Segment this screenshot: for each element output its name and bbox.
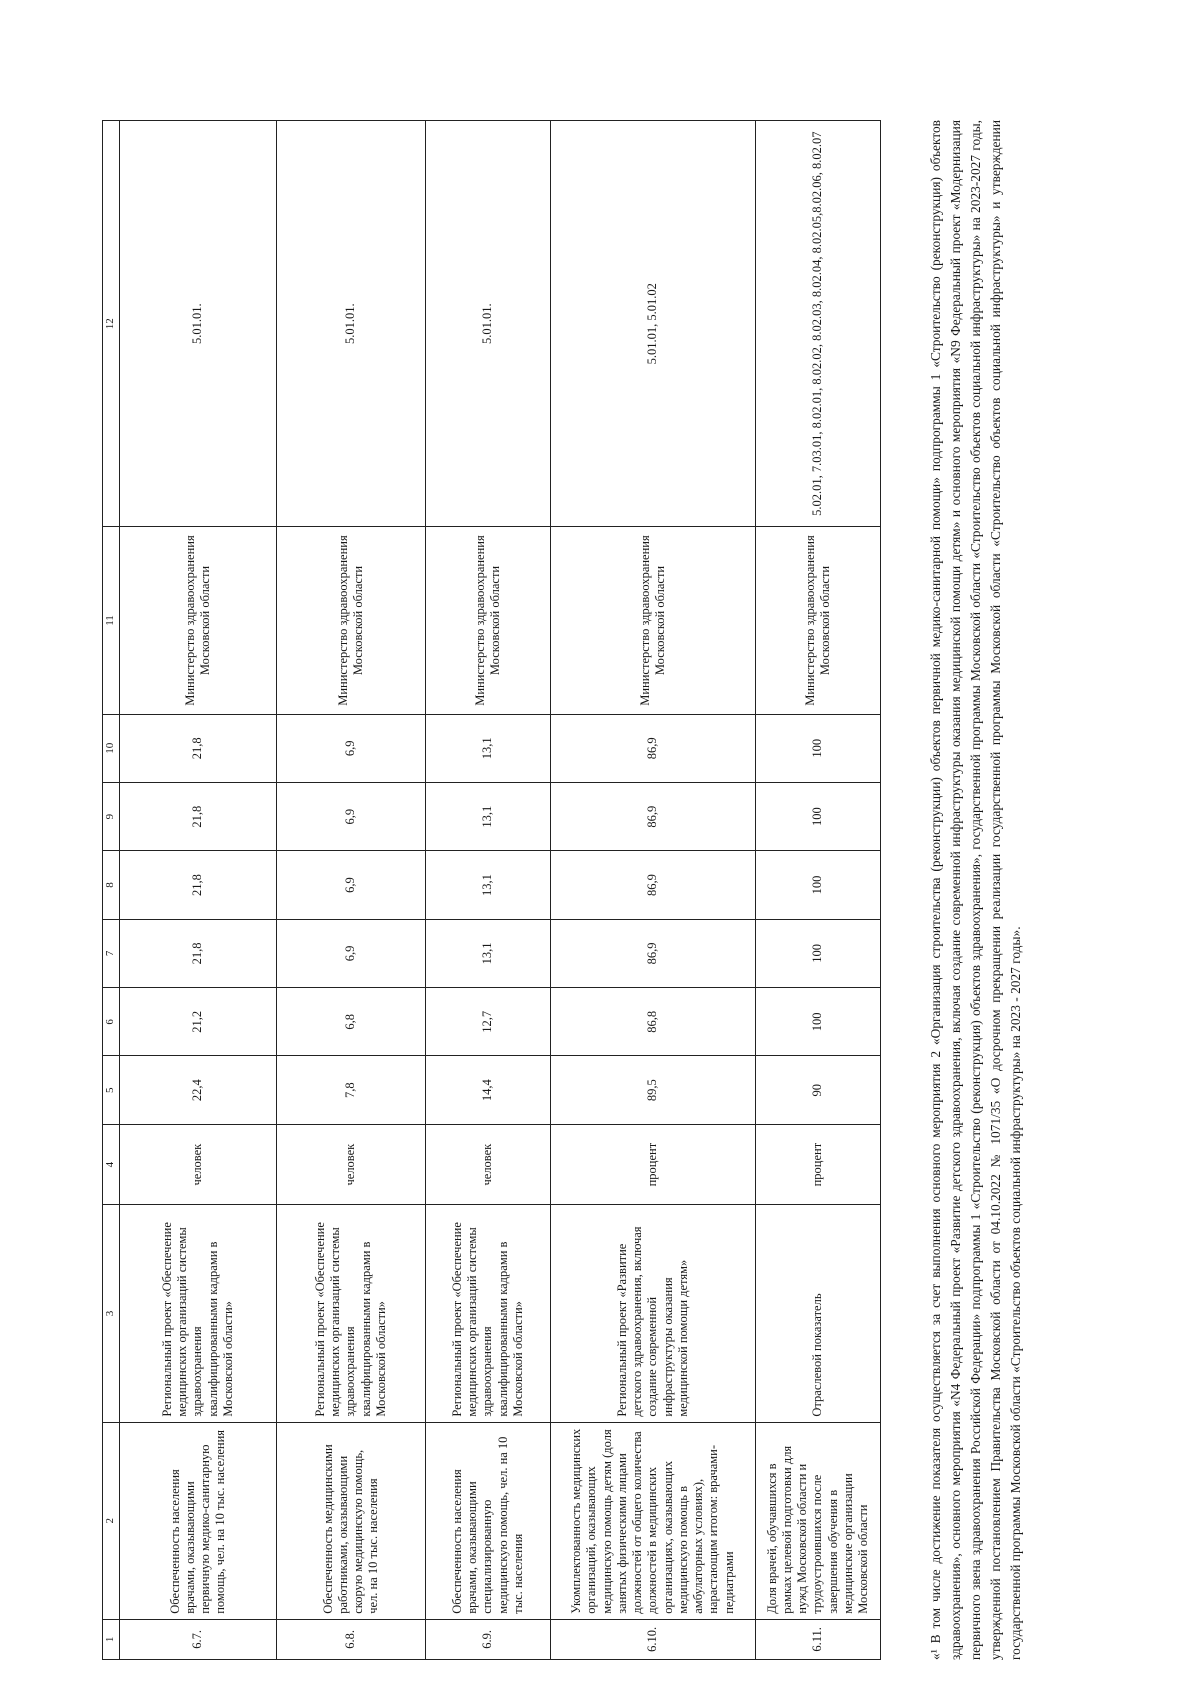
value-cell: 100 — [756, 988, 881, 1056]
activity-codes: 5.01.01. — [120, 121, 277, 527]
indicator-name: Обеспеченность медицинскими работниками, оказывающими скорую медицинскую помощь, чел. на 10 тыс. населения — [277, 1422, 426, 1619]
value-cell: 86,9 — [551, 919, 756, 987]
value-cell: 86,9 — [551, 782, 756, 850]
value-cell: 6,9 — [277, 851, 426, 919]
table-row — [277, 121, 426, 1660]
column-number: 2 — [103, 1422, 120, 1619]
value-cell: 90 — [756, 1056, 881, 1124]
responsible-body: Министерство здравоохранения Московской области — [551, 527, 756, 714]
activity-codes: 5.01.01, 5.01.02 — [551, 121, 756, 527]
value-cell: 7,8 — [277, 1056, 426, 1124]
responsible-body: Министерство здравоохранения Московской области — [120, 527, 277, 714]
column-number-row — [103, 121, 120, 1660]
indicator-name: Укомплектованность медицинских организаций, оказывающих медицинскую помощь детям (доля занятых физическими лицами должностей от общего количества должностей в медицинских организациях, оказывающих медицинскую помощь в амбулаторных условиях), нарастающим итогом: врачами-педиатрами — [551, 1422, 756, 1619]
value-cell: 12,7 — [426, 988, 551, 1056]
table-row — [426, 121, 551, 1660]
footnote: «¹ В том числе достижение показателя осуществляется за счет выполнения основного мероприятия 2 «Организация строительства (реконструкции) объектов первичной медико-санитарной помощи» подпрограммы 1 «Строительство (реконструкция) объектов здравоохранения», основного мероприятия «N4 Федеральный проект «Развитие детского здравоохранения, включая создание современной инфраструктуры оказания медицинской помощи детям» и основного мероприятия «N9 Федеральный проект «Модернизация первичного звена здравоохранения Российской Федерации» подпрограммы 1 «Строительство (реконструкция) объектов здравоохранения», государственной программы Московской области «Строительство объектов социальной инфраструктуры» на 2023-2027 годы, утвержденной постановлением Правительства Московской области от 04.10.2022 № 1071/35 «О досрочном прекращении реализации государственной программы Московской области «Строительство объектов социальной инфраструктуры» и утверждении государственной программы Московской области «Строительство объектов социальной инфраструктуры» на 2023 - 2027 годы». — [928, 120, 1024, 1660]
unit: процент — [756, 1124, 881, 1204]
indicator-source: Региональный проект «Развитие детского здравоохранения, включая создание современной инфраструктуры оказания медицинской помощи детям» — [551, 1205, 756, 1422]
indicators-table — [102, 120, 881, 1660]
value-cell: 86,8 — [551, 988, 756, 1056]
indicator-name: Доля врачей, обучавшихся в рамках целевой подготовки для нужд Московской области и трудоустроившихся после завершения обучения в медицинские организации Московской области — [756, 1422, 881, 1619]
value-cell: 6,9 — [277, 919, 426, 987]
value-cell: 100 — [756, 919, 881, 987]
column-number: 9 — [103, 782, 120, 850]
responsible-body: Министерство здравоохранения Московской области — [756, 527, 881, 714]
value-cell: 13,1 — [426, 919, 551, 987]
value-cell: 6,9 — [277, 782, 426, 850]
column-number: 7 — [103, 919, 120, 987]
value-cell: 100 — [756, 851, 881, 919]
row-number: 6.7. — [120, 1619, 277, 1659]
column-number: 11 — [103, 527, 120, 714]
indicator-source: Региональный проект «Обеспечение медицинских организаций системы здравоохранения квалифицированными кадрами в Московской области» — [120, 1205, 277, 1422]
value-cell: 13,1 — [426, 851, 551, 919]
responsible-body: Министерство здравоохранения Московской области — [426, 527, 551, 714]
value-cell: 14,4 — [426, 1056, 551, 1124]
activity-codes: 5.01.01. — [426, 121, 551, 527]
row-number: 6.11. — [756, 1619, 881, 1659]
row-number: 6.9. — [426, 1619, 551, 1659]
indicator-source: Отраслевой показатель — [756, 1205, 881, 1422]
value-cell: 21,2 — [120, 988, 277, 1056]
row-number: 6.10. — [551, 1619, 756, 1659]
value-cell: 100 — [756, 782, 881, 850]
value-cell: 21,8 — [120, 782, 277, 850]
value-cell: 21,8 — [120, 851, 277, 919]
unit: человек — [120, 1124, 277, 1204]
column-number: 5 — [103, 1056, 120, 1124]
column-number: 1 — [103, 1619, 120, 1659]
value-cell: 89,5 — [551, 1056, 756, 1124]
column-number: 6 — [103, 988, 120, 1056]
value-cell: 21,8 — [120, 919, 277, 987]
indicator-name: Обеспеченность населения врачами, оказывающими первичную медико-санитарную помощь, чел. на 10 тыс. населения — [120, 1422, 277, 1619]
indicator-source: Региональный проект «Обеспечение медицинских организаций системы здравоохранения квалифицированными кадрами в Московской области» — [426, 1205, 551, 1422]
value-cell: 86,9 — [551, 851, 756, 919]
column-number: 8 — [103, 851, 120, 919]
activity-codes: 5.01.01. — [277, 121, 426, 527]
indicator-name: Обеспеченность населения врачами, оказывающими специализированную медицинскую помощь, чел. на 10 тыс. населения — [426, 1422, 551, 1619]
indicator-source: Региональный проект «Обеспечение медицинских организаций системы здравоохранения квалифицированными кадрами в Московской области» — [277, 1205, 426, 1422]
table-row — [756, 121, 881, 1660]
value-cell: 22,4 — [120, 1056, 277, 1124]
value-cell: 21,8 — [120, 714, 277, 782]
column-number: 4 — [103, 1124, 120, 1204]
column-number: 12 — [103, 121, 120, 527]
unit: человек — [277, 1124, 426, 1204]
table-row — [120, 121, 277, 1660]
table-row — [551, 121, 756, 1660]
rotated-page — [36, 50, 1146, 1660]
value-cell: 6,8 — [277, 988, 426, 1056]
column-number: 3 — [103, 1205, 120, 1422]
value-cell: 13,1 — [426, 714, 551, 782]
activity-codes: 5.02.01, 7.03.01, 8.02.01, 8.02.02, 8.02.03, 8.02.04, 8.02.05,8.02.06, 8.02.07 — [756, 121, 881, 527]
value-cell: 86,9 — [551, 714, 756, 782]
unit: процент — [551, 1124, 756, 1204]
column-number: 10 — [103, 714, 120, 782]
row-number: 6.8. — [277, 1619, 426, 1659]
value-cell: 13,1 — [426, 782, 551, 850]
value-cell: 6,9 — [277, 714, 426, 782]
value-cell: 100 — [756, 714, 881, 782]
responsible-body: Министерство здравоохранения Московской области — [277, 527, 426, 714]
unit: человек — [426, 1124, 551, 1204]
